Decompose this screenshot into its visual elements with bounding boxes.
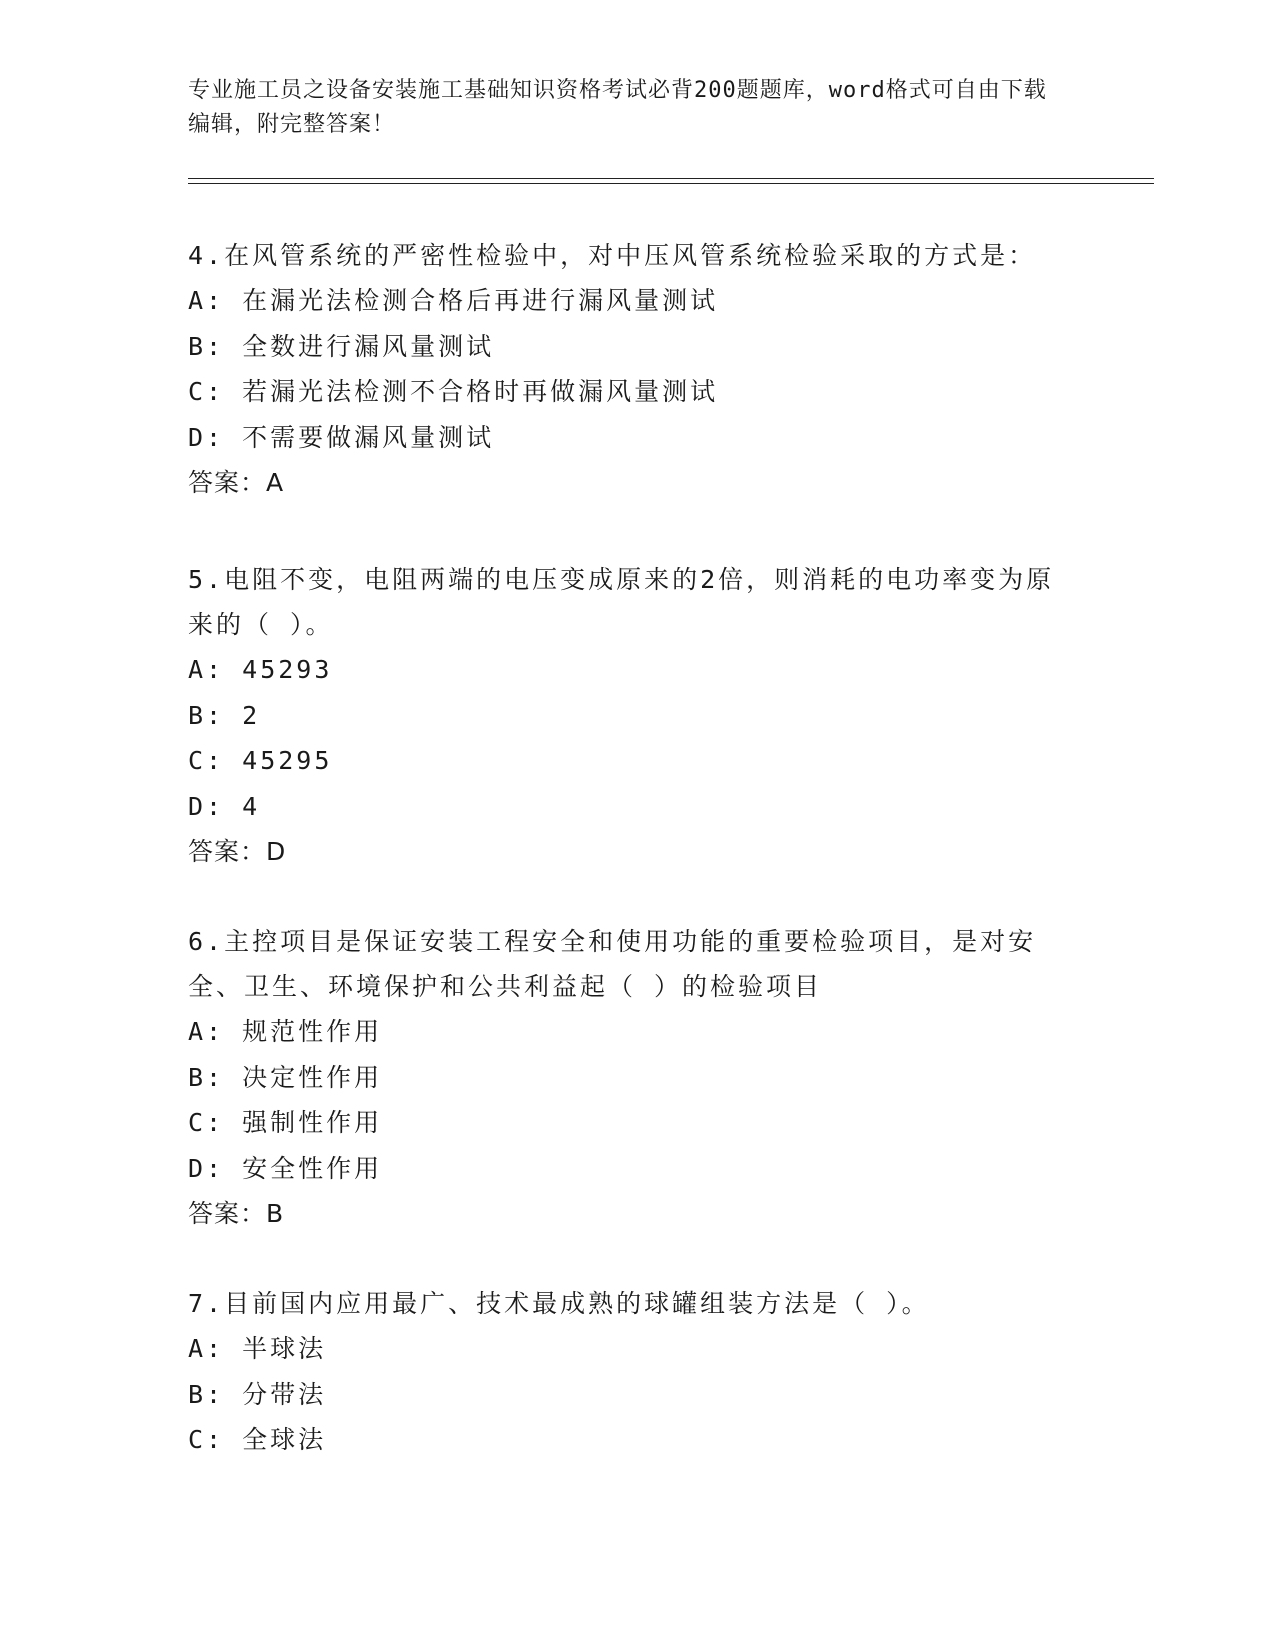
option-c: C: 强制性作用 [188,1108,383,1137]
question-7 [188,1281,1068,1463]
option-a: A: 在漏光法检测合格后再进行漏风量测试 [188,286,719,315]
option-b: B: 分带法 [188,1379,327,1409]
option-a: A: 45293 [188,655,333,684]
answer: 答案：A [188,468,285,497]
question-stem: 7.目前国内应用最广、技术最成熟的球罐组装方法是（ ）。 [188,1289,930,1318]
question-5 [188,557,1068,874]
option-c: C: 若漏光法检测不合格时再做漏风量测试 [188,377,719,406]
question-stem: 4.在风管系统的严密性检验中，对中压风管系统检验采取的方式是： [188,241,1037,270]
option-d: D: 4 [188,791,261,821]
question-4 [188,233,1068,505]
question-6 [188,919,1068,1236]
option-a: A: 半球法 [188,1334,327,1363]
answer: 答案：B [188,1199,285,1228]
header-divider-top [188,178,1154,179]
option-a: A: 规范性作用 [188,1017,383,1046]
question-stem: 5.电阻不变，电阻两端的电压变成原来的2倍，则消耗的电功率变为原来的（ ）。 [188,565,1055,639]
option-b: B: 决定性作用 [188,1062,383,1092]
document-header: 专业施工员之设备安装施工基础知识资格考试必背200题题库，word格式可自由下载编辑，附完整答案！ [188,78,1047,137]
option-d: D: 不需要做漏风量测试 [188,422,495,452]
question-stem: 6.主控项目是保证安装工程安全和使用功能的重要检验项目，是对安全、卫生、环境保护和公共利益起（ ）的检验项目 [188,927,1037,1001]
header-divider-bottom [188,183,1154,184]
option-c: C: 45295 [188,746,333,775]
option-b: B: 全数进行漏风量测试 [188,331,495,361]
answer: 答案：D [188,837,287,866]
option-c: C: 全球法 [188,1425,327,1454]
option-d: D: 安全性作用 [188,1153,383,1183]
option-b: B: 2 [188,700,261,730]
